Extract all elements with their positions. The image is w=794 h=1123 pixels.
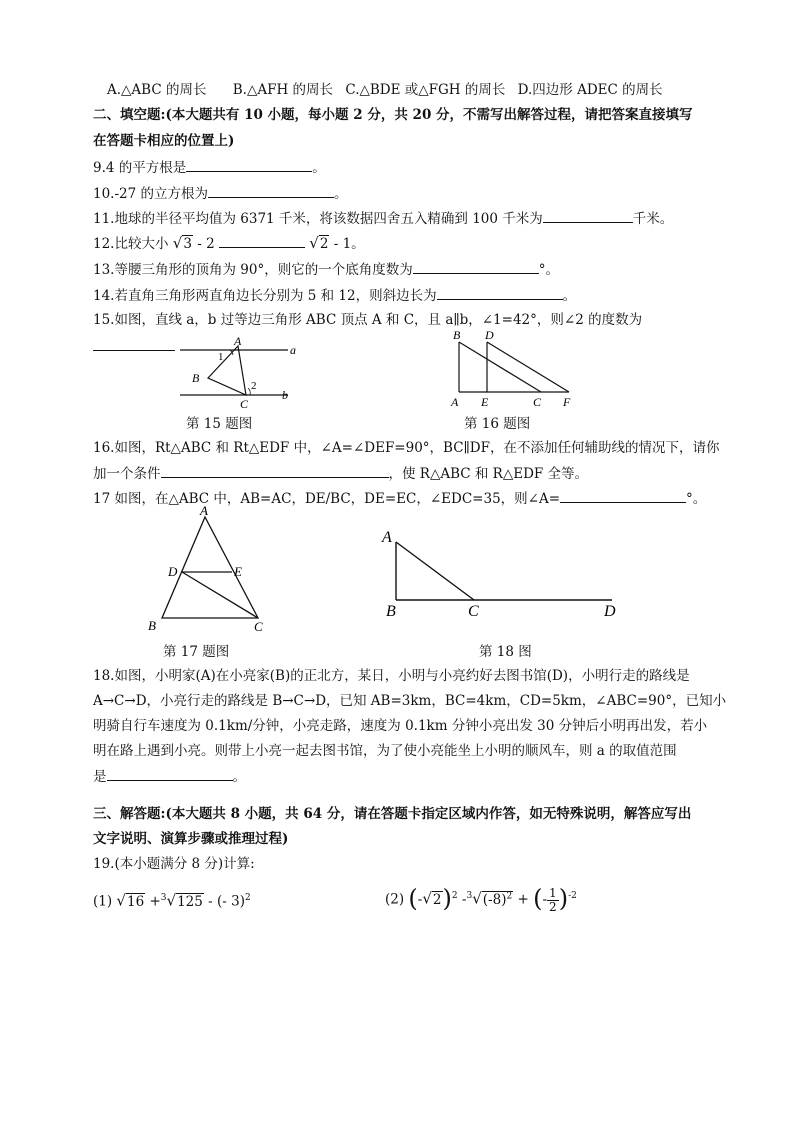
q19-part2-fraction bbox=[547, 887, 559, 914]
q19-part1-radicand-2: 125 bbox=[177, 893, 203, 910]
label-a-vertex: A bbox=[234, 334, 242, 348]
right-paren-icon: ) bbox=[442, 884, 452, 913]
q8-option-b: B.△AFH 的周长 bbox=[232, 82, 334, 98]
q17-answer-blank[interactable] bbox=[560, 488, 686, 503]
label-a-vertex: A bbox=[200, 503, 208, 518]
q18-line4: 明在路上遇到小亮。则带上小亮一起去图书馆，为了使小亮能坐上小明的顺风车，则 a 的取值范围 bbox=[93, 743, 677, 759]
q19-part1-radicand-1: 16 bbox=[126, 893, 145, 910]
section2-header-line1: 二、填空题:(本大题共有 10 小题，每小题 2 分，共 20 分，不需写出解答过程，请把答案直接填写 bbox=[93, 107, 693, 123]
q19-part1-tail: - (- 3) bbox=[208, 893, 245, 910]
q18-text: 是 bbox=[93, 769, 107, 785]
figure-15-caption: 第 15 题图 bbox=[186, 416, 253, 432]
left-paren-icon: ( bbox=[533, 884, 543, 913]
q14-text: 14.若直角三角形两直角边长分别为 5 和 12，则斜边长为 bbox=[93, 288, 437, 304]
figure-18-caption: 第 18 图 bbox=[479, 644, 532, 660]
figure-18 bbox=[378, 520, 628, 620]
q10-end: 。 bbox=[334, 186, 348, 202]
question-14 bbox=[93, 285, 702, 306]
q19-title: 19.(本小题满分 8 分)计算: bbox=[93, 856, 255, 872]
label-b-vertex: B bbox=[148, 618, 156, 633]
q13-answer-blank[interactable] bbox=[413, 259, 539, 274]
q10-answer-blank[interactable] bbox=[208, 183, 334, 198]
q12-tail-2: - 1。 bbox=[333, 236, 365, 252]
label-e-vertex: E bbox=[234, 564, 242, 579]
q19-part2-label: (2) bbox=[385, 891, 405, 908]
left-paren-icon: ( bbox=[408, 884, 418, 913]
q9-answer-blank[interactable] bbox=[186, 157, 312, 172]
q18-end: 。 bbox=[232, 769, 246, 785]
q19-part-1: (1) √16 +$^3$√125 - (- 3)$^2$ bbox=[93, 891, 251, 910]
q12-radicand-1: 3 bbox=[183, 236, 192, 252]
label-c-vertex: C bbox=[468, 603, 479, 620]
cube-root-symbol-icon: √ bbox=[166, 891, 177, 910]
figure-17-caption: 第 17 题图 bbox=[163, 644, 230, 660]
q12-text: 12.比较大小 bbox=[93, 236, 169, 252]
q16-text: 加一个条件 bbox=[93, 466, 161, 482]
q16-answer-blank[interactable] bbox=[161, 463, 389, 478]
q12-tail-1: - 2 bbox=[197, 236, 215, 252]
label-c-vertex: C bbox=[254, 619, 263, 634]
q11-text: 11.地球的半径平均值为 6371 千米，将该数据四舍五入精确到 100 千米为 bbox=[93, 211, 543, 227]
sqrt-symbol-icon: √ bbox=[172, 234, 183, 252]
q14-answer-blank[interactable] bbox=[437, 285, 563, 300]
label-e-vertex: E bbox=[481, 395, 489, 409]
q19-part2-radicand-1: 2 bbox=[432, 891, 442, 908]
section2-header-line2: 在答题卡相应的位置上) bbox=[93, 133, 235, 149]
question-16-line2 bbox=[93, 463, 702, 484]
sqrt-symbol-icon: √ bbox=[309, 234, 319, 252]
section3-header-line1: 三、解答题:(本大题共 8 小题，共 64 分，请在答题卡指定区域内作答，如无特殊说明，解答应写出 bbox=[93, 806, 692, 822]
q8-option-d: D.四边形 ADEC 的周长 bbox=[517, 82, 663, 98]
sqrt-symbol-icon: √ bbox=[116, 891, 126, 910]
label-d-vertex: D bbox=[168, 564, 178, 579]
question-11 bbox=[93, 208, 702, 229]
q19-part2-radicand-2: (-8) bbox=[482, 891, 507, 908]
sqrt-symbol-icon: √ bbox=[422, 889, 432, 908]
q18-line3: 明骑自行车速度为 0.1km/分钟，小亮走路，速度为 0.1km 分钟小亮出发 30 分钟后小明再出发，若小 bbox=[93, 718, 708, 734]
line-ac bbox=[396, 542, 474, 600]
label-b-vertex: B bbox=[386, 603, 396, 620]
q8-options bbox=[93, 80, 702, 100]
question-10 bbox=[93, 183, 702, 204]
question-13 bbox=[93, 259, 702, 280]
triangle-abc bbox=[208, 346, 246, 395]
q11-answer-blank[interactable] bbox=[543, 208, 633, 223]
label-c-vertex: C bbox=[240, 397, 249, 411]
q15-answer-blank[interactable] bbox=[93, 336, 175, 351]
question-12 bbox=[93, 233, 702, 254]
q18-line2: A→C→D，小亮行走的路线是 B→C→D，已知 AB=3km，BC=4km，CD=5km，∠ABC=90°，已知小 bbox=[93, 693, 727, 709]
label-a-vertex: A bbox=[382, 529, 392, 546]
figure-15 bbox=[178, 332, 298, 412]
label-a-vertex: A bbox=[451, 395, 459, 409]
figure-16 bbox=[447, 328, 577, 410]
label-b-vertex: B bbox=[453, 328, 461, 342]
section3-header-line2: 文字说明、演算步骤或推理过程) bbox=[93, 831, 289, 847]
q17-text: 17 如图，在△ABC 中，AB=AC，DE/BC，DE=EC，∠EDC=35，则∠A= bbox=[93, 491, 561, 507]
q11-end: 千米。 bbox=[632, 211, 674, 227]
q19-part2-exponent-2: -2 bbox=[568, 891, 577, 901]
q16-line1: 16.如图，Rt△ABC 和 Rt△EDF 中，∠A=∠DEF=90°，BC∥DF，在不添加任何辅助线的情况下，请你 bbox=[93, 440, 720, 456]
q9-end: 。 bbox=[312, 160, 326, 176]
label-line-a: a bbox=[290, 343, 296, 357]
q13-text: 13.等腰三角形的顶角为 90°，则它的一个底角度数为 bbox=[93, 262, 413, 278]
figure-17 bbox=[140, 503, 280, 637]
fraction-numerator: 1 bbox=[549, 885, 557, 900]
question-9 bbox=[93, 157, 702, 178]
label-b-vertex: B bbox=[192, 371, 200, 385]
q9-text: 9.4 的平方根是 bbox=[93, 160, 187, 176]
q19-part1-root-index: 3 bbox=[160, 893, 167, 903]
q19-part2-root-index: 3 bbox=[466, 891, 473, 901]
q19-part1-label: (1) bbox=[93, 893, 113, 910]
q19-part2-exponent-1: 2 bbox=[451, 891, 458, 901]
label-angle-2: 2 bbox=[251, 380, 257, 392]
angle-2-arc bbox=[248, 388, 250, 395]
figure-16-caption: 第 16 题图 bbox=[464, 416, 531, 432]
q18-line1: 18.如图，小明家(A)在小亮家(B)的正北方，某日，小明与小亮约好去图书馆(D)，小明行走的路线是 bbox=[93, 668, 690, 684]
label-line-b: b bbox=[282, 388, 288, 402]
label-angle-1: 1 bbox=[218, 351, 224, 363]
q15-text: 15.如图，直线 a，b 过等边三角形 ABC 顶点 A 和 C，且 a∥b，∠1=42°，则∠2 的度数为 bbox=[93, 312, 643, 328]
fraction-denominator: 2 bbox=[549, 899, 557, 914]
label-c-vertex: C bbox=[533, 395, 542, 409]
q8-option-c: C.△BDE 或△FGH 的周长 bbox=[345, 82, 506, 98]
label-d-vertex: D bbox=[485, 328, 494, 342]
q19-part-2: (2) $(-√2)^2$ $-^3√(-8)^2$ + (- $\frac{1}{2}$ )$^{-2}$ bbox=[385, 884, 577, 914]
q16-end: ，使 R△ABC 和 R△EDF 全等。 bbox=[388, 466, 589, 482]
q19-part2-radicand-exponent: 2 bbox=[506, 891, 513, 901]
q17-end: °。 bbox=[686, 491, 707, 507]
q13-end: °。 bbox=[538, 262, 559, 278]
q12-answer-blank[interactable] bbox=[219, 233, 305, 248]
q8-option-a: A.△ABC 的周长 bbox=[107, 82, 207, 98]
q12-radicand-2: 2 bbox=[319, 236, 329, 252]
right-paren-icon: ) bbox=[558, 884, 569, 913]
cube-root-symbol-icon: √ bbox=[472, 889, 482, 908]
label-d-vertex: D bbox=[604, 603, 616, 620]
q19-part1-exponent: 2 bbox=[245, 893, 251, 903]
q18-answer-blank[interactable] bbox=[107, 766, 233, 781]
question-18-line5 bbox=[93, 766, 702, 787]
q14-end: 。 bbox=[562, 288, 577, 304]
label-f-vertex: F bbox=[563, 395, 571, 409]
q10-text: 10.-27 的立方根为 bbox=[93, 186, 209, 202]
